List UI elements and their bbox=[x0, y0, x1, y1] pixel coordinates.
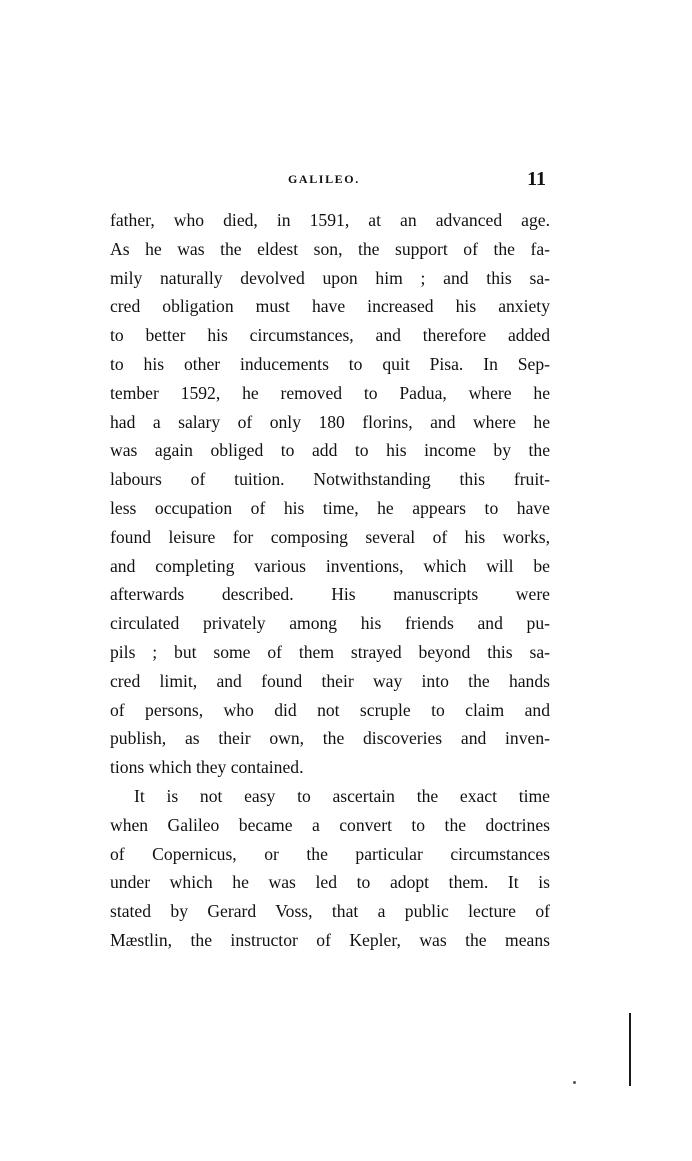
text-line: to his other inducements to quit Pisa. In Sep- bbox=[110, 353, 550, 374]
text-line: cred obligation must have increased his anxiety bbox=[110, 296, 550, 317]
text-line: found leisure for composing several of his works, bbox=[110, 526, 550, 547]
text-line: of Copernicus, or the particular circumstances bbox=[110, 843, 550, 864]
text-line: afterwards described. His manuscripts were bbox=[110, 584, 550, 605]
scan-edge-mark bbox=[629, 1013, 631, 1086]
scan-speck bbox=[573, 1081, 576, 1084]
text-line: tember 1592, he removed to Padua, where he bbox=[110, 382, 550, 403]
page-number: 11 bbox=[527, 168, 546, 190]
paragraph-start-line: It is not easy to ascertain the exact time bbox=[134, 785, 550, 806]
text-line: cred limit, and found their way into the hands bbox=[110, 670, 550, 691]
running-head bbox=[110, 168, 550, 192]
text-line: mily naturally devolved upon him ; and this sa- bbox=[110, 267, 550, 288]
paragraph-end-line: tions which they contained. bbox=[110, 757, 304, 778]
running-title: GALILEO. bbox=[288, 172, 360, 186]
text-line: of persons, who did not scruple to claim and bbox=[110, 699, 550, 720]
text-line: was again obliged to add to his income by the bbox=[110, 440, 550, 461]
text-line: pils ; but some of them strayed beyond this sa- bbox=[110, 641, 550, 662]
text-line: had a salary of only 180 florins, and where he bbox=[110, 411, 550, 432]
text-line: labours of tuition. Notwithstanding this fruit- bbox=[110, 469, 550, 490]
text-line: As he was the eldest son, the support of the fa- bbox=[110, 238, 550, 259]
text-line: Mæstlin, the instructor of Kepler, was the means bbox=[110, 929, 550, 950]
text-line: under which he was led to adopt them. It is bbox=[110, 872, 550, 893]
text-line: circulated privately among his friends and pu- bbox=[110, 613, 550, 634]
text-line: publish, as their own, the discoveries and inven- bbox=[110, 728, 550, 749]
text-line: when Galileo became a convert to the doctrines bbox=[110, 814, 550, 835]
body-text bbox=[110, 206, 550, 955]
text-line: and completing various inventions, which will be bbox=[110, 555, 550, 576]
text-line: stated by Gerard Voss, that a public lecture of bbox=[110, 901, 550, 922]
text-line: to better his circumstances, and therefore added bbox=[110, 325, 550, 346]
text-line: father, who died, in 1591, at an advanced age. bbox=[110, 210, 550, 230]
text-line: less occupation of his time, he appears to have bbox=[110, 497, 550, 518]
